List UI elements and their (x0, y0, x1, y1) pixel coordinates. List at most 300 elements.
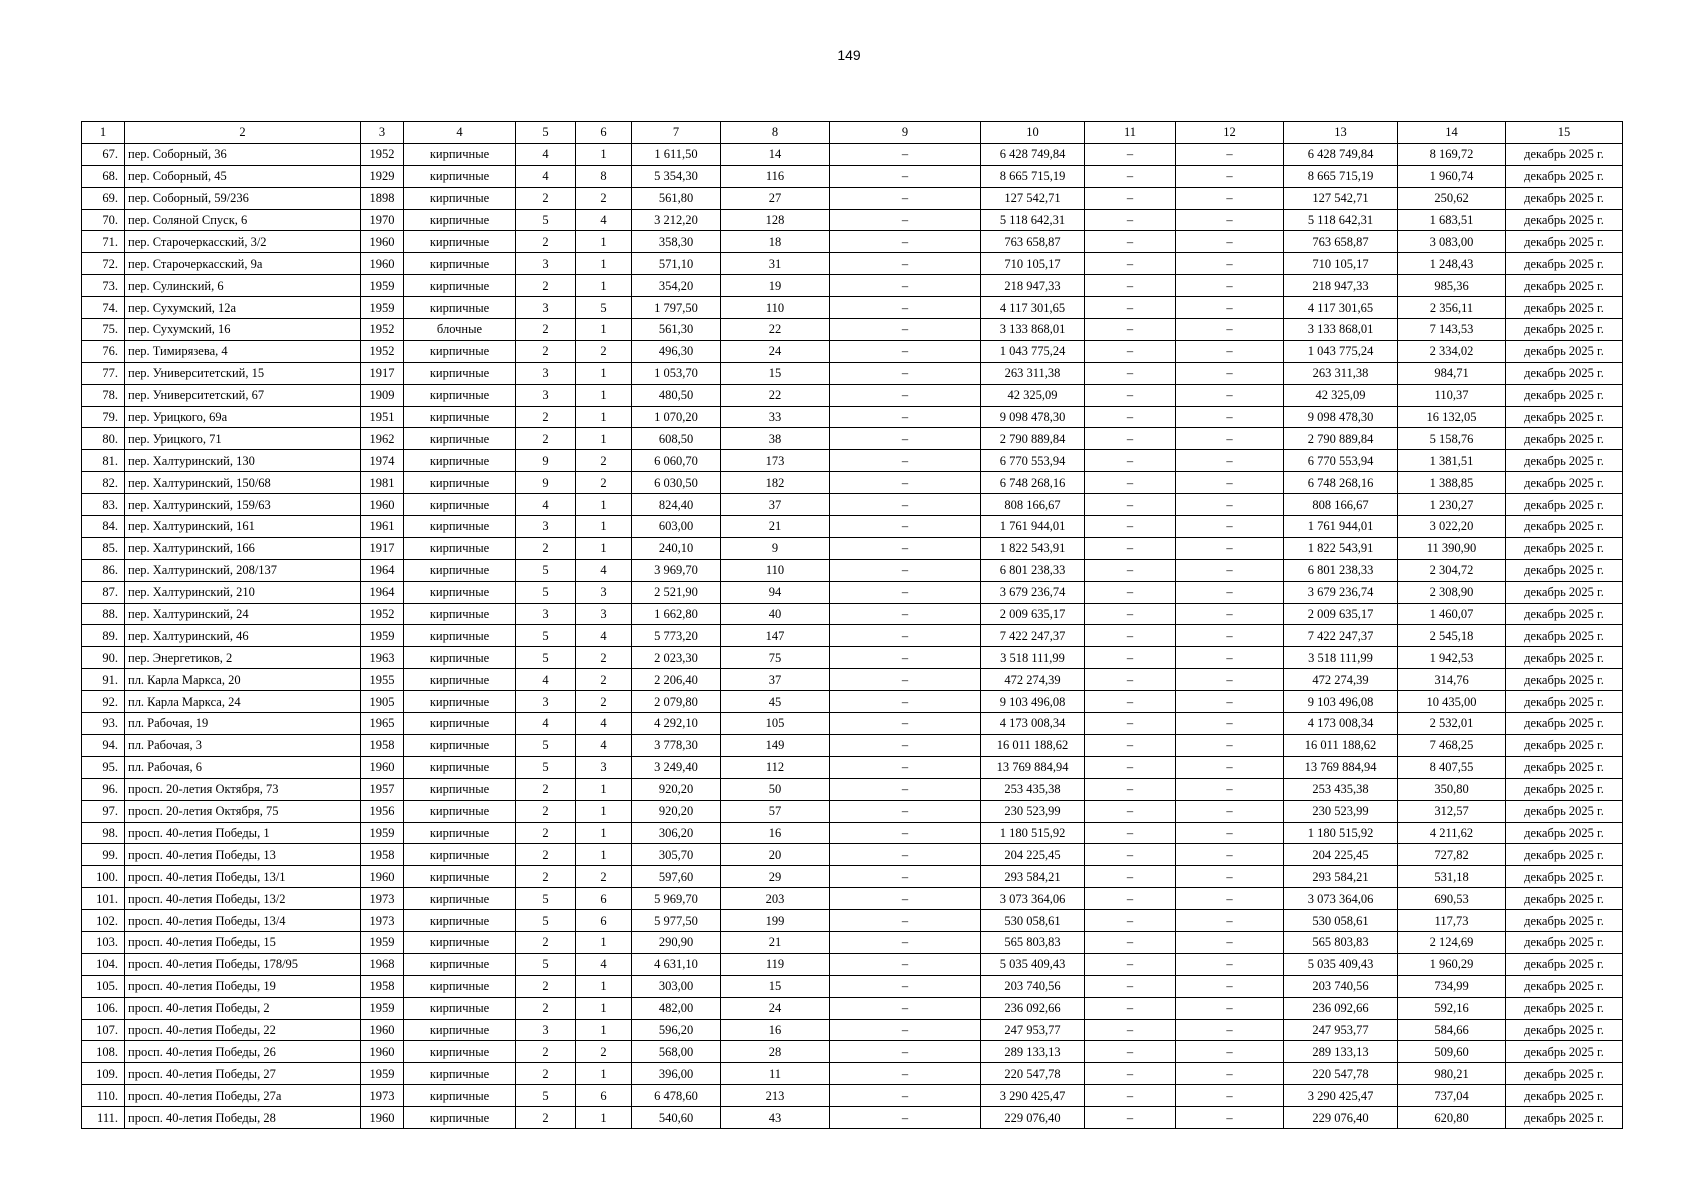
table-cell-col-14: 2 545,18 (1398, 625, 1506, 647)
table-cell-col-2: пер. Сухумский, 12а (125, 297, 361, 319)
table-cell-col-13: 6 770 553,94 (1284, 450, 1398, 472)
table-cell-col-8: 50 (721, 778, 830, 800)
table-cell-col-14: 1 683,51 (1398, 209, 1506, 231)
table-cell-col-10: 3 290 425,47 (981, 1085, 1085, 1107)
table-cell-col-14: 1 381,51 (1398, 450, 1506, 472)
table-cell-col-1: 68. (82, 165, 125, 187)
table-cell-col-14: 1 230,27 (1398, 494, 1506, 516)
table-cell-col-10: 6 748 268,16 (981, 472, 1085, 494)
table-cell-col-5: 3 (516, 362, 576, 384)
table-cell-col-7: 482,00 (632, 997, 721, 1019)
table-cell-col-3: 1962 (361, 428, 404, 450)
table-cell-col-7: 1 662,80 (632, 603, 721, 625)
table-cell-col-4: кирпичные (404, 275, 516, 297)
table-cell-col-9: – (830, 384, 981, 406)
table-cell-col-2: пл. Карла Маркса, 24 (125, 691, 361, 713)
table-cell-col-8: 31 (721, 253, 830, 275)
table-cell-col-5: 2 (516, 406, 576, 428)
table-cell-col-4: кирпичные (404, 975, 516, 997)
table-row (82, 187, 1623, 209)
table-cell-col-11: – (1085, 319, 1176, 341)
table-row (82, 384, 1623, 406)
table-cell-col-3: 1905 (361, 691, 404, 713)
table-cell-col-13: 253 435,38 (1284, 778, 1398, 800)
table-cell-col-4: кирпичные (404, 297, 516, 319)
table-cell-col-13: 3 073 364,06 (1284, 888, 1398, 910)
table-cell-col-7: 1 070,20 (632, 406, 721, 428)
table-cell-col-9: – (830, 406, 981, 428)
table-cell-col-2: просп. 40-летия Победы, 13 (125, 844, 361, 866)
table-row (82, 1107, 1623, 1129)
table-cell-col-13: 3 290 425,47 (1284, 1085, 1398, 1107)
table-cell-col-1: 106. (82, 997, 125, 1019)
table-row (82, 866, 1623, 888)
table-cell-col-11: – (1085, 143, 1176, 165)
table-cell-col-3: 1973 (361, 888, 404, 910)
table-cell-col-11: – (1085, 275, 1176, 297)
table-cell-col-10: 9 103 496,08 (981, 691, 1085, 713)
table-cell-col-8: 112 (721, 756, 830, 778)
table-cell-col-9: – (830, 953, 981, 975)
table-cell-col-13: 710 105,17 (1284, 253, 1398, 275)
table-cell-col-13: 3 518 111,99 (1284, 647, 1398, 669)
table-cell-col-7: 6 060,70 (632, 450, 721, 472)
table-cell-col-4: кирпичные (404, 537, 516, 559)
table-cell-col-10: 3 073 364,06 (981, 888, 1085, 910)
table-cell-col-14: 350,80 (1398, 778, 1506, 800)
table-cell-col-3: 1960 (361, 253, 404, 275)
table-cell-col-14: 592,16 (1398, 997, 1506, 1019)
table-cell-col-7: 1 053,70 (632, 362, 721, 384)
column-header-14: 14 (1398, 122, 1506, 144)
table-cell-col-15: декабрь 2025 г. (1506, 187, 1623, 209)
table-cell-col-7: 4 292,10 (632, 713, 721, 735)
table-cell-col-7: 303,00 (632, 975, 721, 997)
column-header-11: 11 (1085, 122, 1176, 144)
table-cell-col-5: 5 (516, 888, 576, 910)
table-cell-col-5: 3 (516, 516, 576, 538)
table-cell-col-12: – (1176, 844, 1284, 866)
table-row (82, 647, 1623, 669)
table-cell-col-5: 3 (516, 253, 576, 275)
table-cell-col-11: – (1085, 581, 1176, 603)
table-cell-col-14: 312,57 (1398, 800, 1506, 822)
table-cell-col-7: 306,20 (632, 822, 721, 844)
table-cell-col-2: пер. Халтуринский, 161 (125, 516, 361, 538)
table-cell-col-2: просп. 40-летия Победы, 178/95 (125, 953, 361, 975)
table-cell-col-6: 2 (576, 866, 632, 888)
table-cell-col-12: – (1176, 953, 1284, 975)
table-cell-col-5: 2 (516, 844, 576, 866)
table-cell-col-1: 86. (82, 559, 125, 581)
table-cell-col-11: – (1085, 953, 1176, 975)
table-cell-col-5: 9 (516, 472, 576, 494)
table-cell-col-9: – (830, 450, 981, 472)
table-cell-col-15: декабрь 2025 г. (1506, 647, 1623, 669)
table-cell-col-6: 2 (576, 669, 632, 691)
table-cell-col-8: 182 (721, 472, 830, 494)
table-cell-col-12: – (1176, 406, 1284, 428)
table-cell-col-1: 80. (82, 428, 125, 450)
table-cell-col-2: просп. 40-летия Победы, 26 (125, 1041, 361, 1063)
table-cell-col-9: – (830, 822, 981, 844)
table-cell-col-15: декабрь 2025 г. (1506, 910, 1623, 932)
table-cell-col-7: 2 079,80 (632, 691, 721, 713)
table-cell-col-13: 236 092,66 (1284, 997, 1398, 1019)
table-cell-col-15: декабрь 2025 г. (1506, 472, 1623, 494)
table-cell-col-9: – (830, 669, 981, 691)
table-cell-col-15: декабрь 2025 г. (1506, 428, 1623, 450)
table-cell-col-6: 4 (576, 734, 632, 756)
table-cell-col-15: декабрь 2025 г. (1506, 931, 1623, 953)
table-cell-col-14: 3 022,20 (1398, 516, 1506, 538)
table-cell-col-4: кирпичные (404, 559, 516, 581)
table-cell-col-3: 1959 (361, 297, 404, 319)
table-cell-col-2: пер. Халтуринский, 130 (125, 450, 361, 472)
table-cell-col-1: 104. (82, 953, 125, 975)
table-cell-col-10: 5 035 409,43 (981, 953, 1085, 975)
table-cell-col-9: – (830, 756, 981, 778)
table-cell-col-12: – (1176, 713, 1284, 735)
table-cell-col-2: просп. 40-летия Победы, 1 (125, 822, 361, 844)
table-cell-col-12: – (1176, 231, 1284, 253)
table-cell-col-13: 218 947,33 (1284, 275, 1398, 297)
table-cell-col-7: 561,30 (632, 319, 721, 341)
table-cell-col-15: декабрь 2025 г. (1506, 975, 1623, 997)
table-cell-col-5: 2 (516, 537, 576, 559)
table-cell-col-12: – (1176, 1041, 1284, 1063)
table-cell-col-14: 8 169,72 (1398, 143, 1506, 165)
table-cell-col-9: – (830, 931, 981, 953)
table-cell-col-14: 2 308,90 (1398, 581, 1506, 603)
table-cell-col-10: 127 542,71 (981, 187, 1085, 209)
table-cell-col-7: 290,90 (632, 931, 721, 953)
table-row (82, 713, 1623, 735)
table-cell-col-4: кирпичные (404, 734, 516, 756)
table-cell-col-10: 9 098 478,30 (981, 406, 1085, 428)
table-cell-col-14: 1 388,85 (1398, 472, 1506, 494)
table-cell-col-5: 2 (516, 931, 576, 953)
table-cell-col-14: 3 083,00 (1398, 231, 1506, 253)
table-cell-col-4: кирпичные (404, 253, 516, 275)
table-cell-col-10: 1 761 944,01 (981, 516, 1085, 538)
table-cell-col-7: 596,20 (632, 1019, 721, 1041)
table-cell-col-8: 105 (721, 713, 830, 735)
table-row (82, 953, 1623, 975)
table-cell-col-4: кирпичные (404, 581, 516, 603)
table-cell-col-5: 4 (516, 669, 576, 691)
table-cell-col-1: 99. (82, 844, 125, 866)
table-cell-col-2: пер. Соборный, 36 (125, 143, 361, 165)
table-cell-col-5: 5 (516, 625, 576, 647)
table-cell-col-3: 1898 (361, 187, 404, 209)
table-cell-col-11: – (1085, 888, 1176, 910)
table-cell-col-8: 27 (721, 187, 830, 209)
table-cell-col-3: 1951 (361, 406, 404, 428)
table-cell-col-7: 3 778,30 (632, 734, 721, 756)
table-cell-col-11: – (1085, 472, 1176, 494)
table-cell-col-8: 203 (721, 888, 830, 910)
table-cell-col-5: 2 (516, 800, 576, 822)
table-cell-col-11: – (1085, 931, 1176, 953)
table-cell-col-6: 4 (576, 209, 632, 231)
table-cell-col-7: 3 969,70 (632, 559, 721, 581)
table-cell-col-15: декабрь 2025 г. (1506, 1041, 1623, 1063)
table-row (82, 340, 1623, 362)
table-cell-col-6: 3 (576, 603, 632, 625)
data-table (81, 121, 1623, 1129)
table-cell-col-11: – (1085, 910, 1176, 932)
table-row (82, 975, 1623, 997)
table-cell-col-4: кирпичные (404, 953, 516, 975)
table-cell-col-9: – (830, 603, 981, 625)
table-cell-col-6: 1 (576, 384, 632, 406)
column-header-8: 8 (721, 122, 830, 144)
table-cell-col-15: декабрь 2025 г. (1506, 253, 1623, 275)
table-cell-col-13: 3 133 868,01 (1284, 319, 1398, 341)
table-cell-col-14: 7 143,53 (1398, 319, 1506, 341)
table-cell-col-2: пер. Университетский, 67 (125, 384, 361, 406)
table-cell-col-13: 6 801 238,33 (1284, 559, 1398, 581)
table-cell-col-8: 116 (721, 165, 830, 187)
table-cell-col-5: 2 (516, 319, 576, 341)
table-cell-col-10: 6 801 238,33 (981, 559, 1085, 581)
table-cell-col-14: 8 407,55 (1398, 756, 1506, 778)
table-cell-col-2: пер. Энергетиков, 2 (125, 647, 361, 669)
table-cell-col-12: – (1176, 997, 1284, 1019)
table-cell-col-10: 289 133,13 (981, 1041, 1085, 1063)
table-row (82, 494, 1623, 516)
table-cell-col-3: 1959 (361, 1063, 404, 1085)
table-cell-col-10: 203 740,56 (981, 975, 1085, 997)
table-cell-col-15: декабрь 2025 г. (1506, 691, 1623, 713)
column-header-6: 6 (576, 122, 632, 144)
table-cell-col-15: декабрь 2025 г. (1506, 209, 1623, 231)
table-cell-col-5: 4 (516, 494, 576, 516)
table-cell-col-4: кирпичные (404, 209, 516, 231)
table-cell-col-1: 94. (82, 734, 125, 756)
table-cell-col-10: 808 166,67 (981, 494, 1085, 516)
table-row (82, 1019, 1623, 1041)
table-cell-col-15: декабрь 2025 г. (1506, 275, 1623, 297)
table-cell-col-11: – (1085, 406, 1176, 428)
table-cell-col-4: кирпичные (404, 603, 516, 625)
table-cell-col-4: блочные (404, 319, 516, 341)
table-cell-col-9: – (830, 231, 981, 253)
table-cell-col-8: 11 (721, 1063, 830, 1085)
table-cell-col-6: 1 (576, 319, 632, 341)
table-row (82, 297, 1623, 319)
table-cell-col-14: 2 532,01 (1398, 713, 1506, 735)
table-cell-col-7: 240,10 (632, 537, 721, 559)
table-cell-col-3: 1960 (361, 494, 404, 516)
table-cell-col-13: 289 133,13 (1284, 1041, 1398, 1063)
table-cell-col-9: – (830, 537, 981, 559)
table-cell-col-14: 1 960,74 (1398, 165, 1506, 187)
table-cell-col-10: 42 325,09 (981, 384, 1085, 406)
table-cell-col-7: 920,20 (632, 778, 721, 800)
table-row (82, 253, 1623, 275)
table-cell-col-7: 561,80 (632, 187, 721, 209)
table-cell-col-3: 1952 (361, 319, 404, 341)
table-cell-col-8: 94 (721, 581, 830, 603)
table-cell-col-12: – (1176, 931, 1284, 953)
table-cell-col-4: кирпичные (404, 143, 516, 165)
table-cell-col-8: 38 (721, 428, 830, 450)
table-cell-col-12: – (1176, 1107, 1284, 1129)
table-cell-col-2: пер. Соборный, 59/236 (125, 187, 361, 209)
table-cell-col-6: 6 (576, 1085, 632, 1107)
table-cell-col-15: декабрь 2025 г. (1506, 997, 1623, 1019)
table-cell-col-8: 21 (721, 516, 830, 538)
table-cell-col-8: 149 (721, 734, 830, 756)
table-cell-col-2: пер. Соляной Спуск, 6 (125, 209, 361, 231)
table-cell-col-15: декабрь 2025 г. (1506, 559, 1623, 581)
table-cell-col-8: 173 (721, 450, 830, 472)
table-cell-col-13: 472 274,39 (1284, 669, 1398, 691)
table-body (82, 143, 1623, 1128)
table-row (82, 734, 1623, 756)
table-cell-col-1: 84. (82, 516, 125, 538)
table-cell-col-12: – (1176, 1085, 1284, 1107)
table-cell-col-10: 4 117 301,65 (981, 297, 1085, 319)
table-cell-col-15: декабрь 2025 г. (1506, 384, 1623, 406)
table-cell-col-3: 1981 (361, 472, 404, 494)
table-cell-col-14: 250,62 (1398, 187, 1506, 209)
table-cell-col-10: 204 225,45 (981, 844, 1085, 866)
table-cell-col-5: 2 (516, 778, 576, 800)
table-cell-col-7: 1 797,50 (632, 297, 721, 319)
table-cell-col-1: 72. (82, 253, 125, 275)
table-row (82, 1085, 1623, 1107)
table-cell-col-11: – (1085, 362, 1176, 384)
table-cell-col-15: декабрь 2025 г. (1506, 406, 1623, 428)
table-cell-col-9: – (830, 713, 981, 735)
table-cell-col-1: 107. (82, 1019, 125, 1041)
table-cell-col-11: – (1085, 713, 1176, 735)
table-cell-col-6: 2 (576, 647, 632, 669)
table-cell-col-2: просп. 40-летия Победы, 22 (125, 1019, 361, 1041)
table-cell-col-5: 2 (516, 866, 576, 888)
table-cell-col-10: 565 803,83 (981, 931, 1085, 953)
table-cell-col-2: просп. 40-летия Победы, 27 (125, 1063, 361, 1085)
table-cell-col-11: – (1085, 866, 1176, 888)
table-cell-col-10: 710 105,17 (981, 253, 1085, 275)
table-cell-col-15: декабрь 2025 г. (1506, 231, 1623, 253)
table-cell-col-6: 1 (576, 428, 632, 450)
table-cell-col-11: – (1085, 975, 1176, 997)
table-cell-col-12: – (1176, 165, 1284, 187)
table-cell-col-13: 3 679 236,74 (1284, 581, 1398, 603)
table-row (82, 888, 1623, 910)
table-cell-col-12: – (1176, 910, 1284, 932)
table-cell-col-1: 79. (82, 406, 125, 428)
table-cell-col-3: 1960 (361, 1041, 404, 1063)
table-cell-col-15: декабрь 2025 г. (1506, 669, 1623, 691)
table-cell-col-7: 6 478,60 (632, 1085, 721, 1107)
table-cell-col-9: – (830, 625, 981, 647)
table-cell-col-5: 3 (516, 1019, 576, 1041)
table-cell-col-9: – (830, 1085, 981, 1107)
table-cell-col-13: 4 173 008,34 (1284, 713, 1398, 735)
table-cell-col-3: 1917 (361, 537, 404, 559)
table-cell-col-5: 4 (516, 713, 576, 735)
table-cell-col-3: 1974 (361, 450, 404, 472)
table-cell-col-13: 763 658,87 (1284, 231, 1398, 253)
table-cell-col-10: 218 947,33 (981, 275, 1085, 297)
table-cell-col-7: 6 030,50 (632, 472, 721, 494)
table-cell-col-6: 4 (576, 559, 632, 581)
table-cell-col-3: 1929 (361, 165, 404, 187)
table-cell-col-7: 5 354,30 (632, 165, 721, 187)
table-cell-col-1: 96. (82, 778, 125, 800)
table-cell-col-5: 2 (516, 822, 576, 844)
table-cell-col-3: 1958 (361, 975, 404, 997)
table-cell-col-5: 2 (516, 231, 576, 253)
table-cell-col-5: 5 (516, 1085, 576, 1107)
table-cell-col-8: 29 (721, 866, 830, 888)
table-cell-col-9: – (830, 428, 981, 450)
column-header-7: 7 (632, 122, 721, 144)
table-cell-col-13: 229 076,40 (1284, 1107, 1398, 1129)
table-cell-col-15: декабрь 2025 г. (1506, 844, 1623, 866)
table-cell-col-7: 354,20 (632, 275, 721, 297)
table-cell-col-3: 1959 (361, 275, 404, 297)
table-cell-col-4: кирпичные (404, 778, 516, 800)
table-cell-col-13: 230 523,99 (1284, 800, 1398, 822)
table-cell-col-13: 5 118 642,31 (1284, 209, 1398, 231)
table-cell-col-11: – (1085, 516, 1176, 538)
table-cell-col-1: 108. (82, 1041, 125, 1063)
table-cell-col-2: просп. 40-летия Победы, 27а (125, 1085, 361, 1107)
table-cell-col-1: 87. (82, 581, 125, 603)
table-row (82, 603, 1623, 625)
table-cell-col-12: – (1176, 143, 1284, 165)
table-cell-col-13: 565 803,83 (1284, 931, 1398, 953)
table-cell-col-3: 1960 (361, 1107, 404, 1129)
table-cell-col-10: 7 422 247,37 (981, 625, 1085, 647)
table-cell-col-6: 2 (576, 691, 632, 713)
table-cell-col-3: 1958 (361, 734, 404, 756)
table-cell-col-8: 20 (721, 844, 830, 866)
table-cell-col-14: 584,66 (1398, 1019, 1506, 1041)
table-cell-col-11: – (1085, 822, 1176, 844)
table-cell-col-5: 4 (516, 143, 576, 165)
column-header-12: 12 (1176, 122, 1284, 144)
table-cell-col-12: – (1176, 647, 1284, 669)
table-cell-col-10: 13 769 884,94 (981, 756, 1085, 778)
table-cell-col-13: 1 822 543,91 (1284, 537, 1398, 559)
table-cell-col-3: 1960 (361, 756, 404, 778)
table-cell-col-12: – (1176, 362, 1284, 384)
table-cell-col-11: – (1085, 778, 1176, 800)
table-cell-col-10: 247 953,77 (981, 1019, 1085, 1041)
table-cell-col-7: 920,20 (632, 800, 721, 822)
table-cell-col-9: – (830, 209, 981, 231)
table-row (82, 778, 1623, 800)
table-cell-col-9: – (830, 494, 981, 516)
table-cell-col-2: пер. Халтуринский, 166 (125, 537, 361, 559)
table-cell-col-11: – (1085, 844, 1176, 866)
table-cell-col-3: 1960 (361, 1019, 404, 1041)
table-cell-col-4: кирпичные (404, 472, 516, 494)
table-cell-col-7: 358,30 (632, 231, 721, 253)
table-cell-col-10: 6 770 553,94 (981, 450, 1085, 472)
table-cell-col-1: 110. (82, 1085, 125, 1107)
table-cell-col-5: 2 (516, 1041, 576, 1063)
table-cell-col-5: 2 (516, 1107, 576, 1129)
table-cell-col-9: – (830, 165, 981, 187)
